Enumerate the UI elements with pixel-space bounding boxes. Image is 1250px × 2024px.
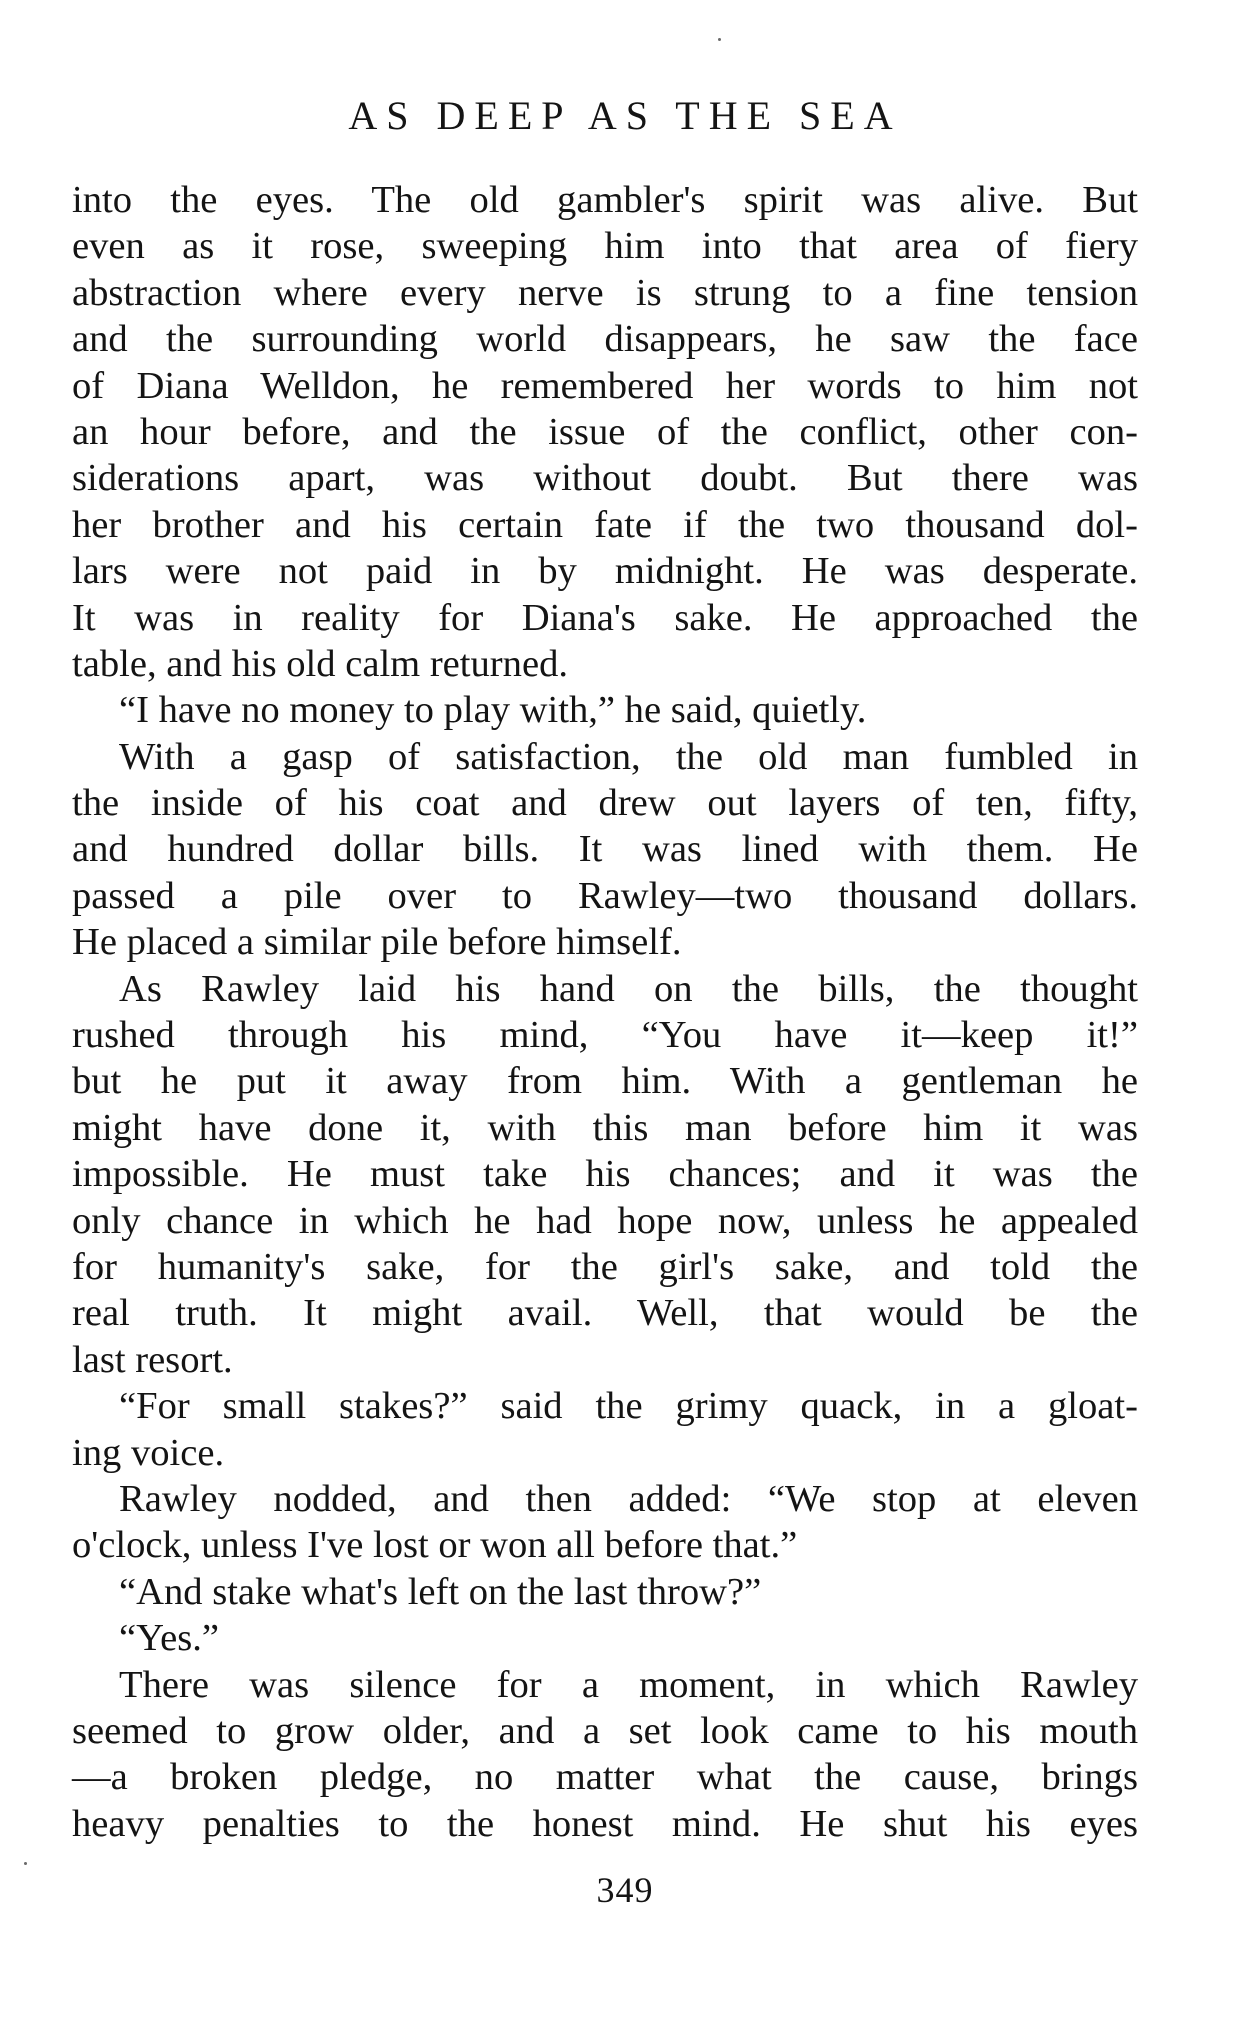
text-line: “And stake what's left on the last throw?” (119, 1570, 762, 1613)
text-line: last resort. (72, 1338, 233, 1381)
text-line: and hundred dollar bills. It was lined with them. He (72, 828, 1138, 871)
text-line: siderations apart, was without doubt. But there was (72, 457, 1138, 500)
text-line: It was in reality for Diana's sake. He approached the (72, 596, 1138, 639)
text-line: o'clock, unless I've lost or won all before that.” (72, 1524, 798, 1567)
text-line: abstraction where every nerve is strung to a fine tension (72, 271, 1138, 314)
text-line: even as it rose, sweeping him into that area of fiery (72, 225, 1138, 268)
text-line: As Rawley laid his hand on the bills, the thought (119, 967, 1138, 1010)
text-line: into the eyes. The old gambler's spirit was alive. But (72, 179, 1138, 221)
text-line: the inside of his coat and drew out layers of ten, fifty, (72, 782, 1138, 825)
text-line: He placed a similar pile before himself. (72, 921, 682, 964)
text-line: “Yes.” (119, 1617, 220, 1660)
text-line: heavy penalties to the honest mind. He shut his eyes (72, 1802, 1138, 1845)
text-line: passed a pile over to Rawley—two thousand dollars. (72, 874, 1138, 917)
text-line: “I have no money to play with,” he said, quietly. (119, 689, 867, 732)
text-line: and the surrounding world disappears, he saw the face (72, 318, 1138, 361)
text-line: ing voice. (72, 1431, 225, 1474)
body-text (72, 177, 1138, 1847)
text-line: but he put it away from him. With a gentleman he (72, 1060, 1138, 1103)
text-line: lars were not paid in by midnight. He was desperate. (72, 550, 1138, 593)
text-line: table, and his old calm returned. (72, 642, 568, 685)
print-speck (24, 1862, 27, 1865)
text-line: Rawley nodded, and then added: “We stop at eleven (119, 1477, 1138, 1520)
text-line: for humanity's sake, for the girl's sake, and told the (72, 1245, 1138, 1288)
text-line: only chance in which he had hope now, unless he appealed (72, 1199, 1138, 1242)
running-head: AS DEEP AS THE SEA (348, 93, 902, 138)
text-line: of Diana Welldon, he remembered her words to him not (72, 364, 1138, 407)
text-line: impossible. He must take his chances; and it was the (72, 1153, 1138, 1196)
text-line: her brother and his certain fate if the two thousand dol- (72, 503, 1138, 546)
text-line: “For small stakes?” said the grimy quack, in a gloat- (119, 1385, 1138, 1428)
text-line: an hour before, and the issue of the conflict, other con- (72, 410, 1138, 453)
text-line: There was silence for a moment, in which Rawley (119, 1663, 1138, 1706)
text-line: might have done it, with this man before him it was (72, 1106, 1138, 1149)
text-line: real truth. It might avail. Well, that would be the (72, 1292, 1138, 1335)
text-line: —a broken pledge, no matter what the cause, brings (72, 1756, 1138, 1799)
text-line: rushed through his mind, “You have it—keep it!” (72, 1014, 1138, 1057)
print-speck (718, 38, 721, 41)
page-number: 349 (596, 1870, 654, 1910)
text-line: seemed to grow older, and a set look came to his mouth (72, 1709, 1138, 1752)
text-line: With a gasp of satisfaction, the old man fumbled in (119, 735, 1138, 778)
